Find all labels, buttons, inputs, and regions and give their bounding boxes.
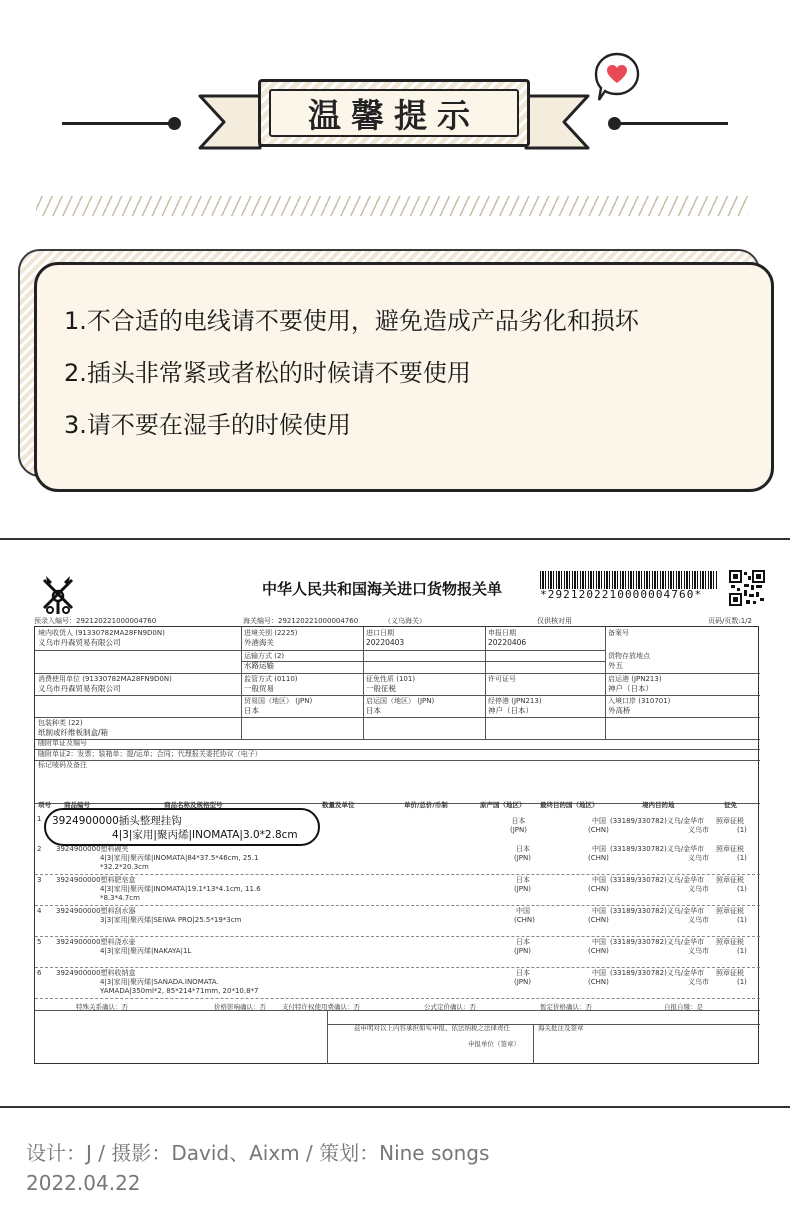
right-ribbon-fold: [524, 90, 590, 154]
user-cell: 消费使用单位 (91330782MA28FN9D0N) 义乌市丹森贸易有限公司: [38, 675, 172, 693]
header: [0, 0, 790, 230]
col-price: 单价/总价/币制: [404, 801, 448, 809]
origin-country-cell: 启运国（地区） (JPN) 日本: [366, 697, 435, 715]
import-date-cell: 进口日期 20220403: [366, 629, 405, 647]
col-hs-code: 商品编号: [64, 801, 90, 809]
item-2-code-name: 3924900000塑料碗夹: [56, 845, 129, 853]
section-divider-top: [0, 538, 790, 540]
row-3-levy-code: (1): [737, 885, 747, 893]
declare-date-cell: 申报日期 20220406: [488, 629, 527, 647]
decorative-stripe-band: [36, 196, 748, 216]
col-levy: 征免: [724, 801, 737, 809]
row-6-levy: 照章征税: [716, 969, 744, 977]
stop-port-cell: 经停港 (JPN213) 神户（日本）: [488, 697, 542, 715]
row-6-dest-country: 中国: [592, 969, 606, 977]
item-1-no: 1: [37, 815, 42, 823]
trade-country-cell: 贸易国（地区） (JPN) 日本: [244, 697, 313, 715]
item-3-origin: 日本: [516, 876, 530, 884]
item-5-origin-code: (JPN): [514, 947, 531, 955]
row-5-dest-code: (CHN): [588, 947, 609, 955]
item-1-origin: 日本 (JPN): [510, 817, 527, 834]
barcode: [540, 571, 718, 589]
row-5-dest-city: 义乌市: [688, 947, 709, 955]
item-4-spec: 3|3|家用|聚丙烯|SEIWA PRO|25.5*19*3cm: [100, 916, 242, 924]
row-2-dest-country: 中国: [592, 845, 606, 853]
col-origin: 原产国（地区）: [480, 801, 526, 809]
marks-label: 标记唛码及备注: [38, 761, 87, 769]
item-3-origin-code: (JPN): [514, 885, 531, 893]
row-2-levy-code: (1): [737, 854, 747, 862]
form-title: 中华人民共和国海关进口货物报关单: [262, 580, 503, 598]
customs-remark: 海关批注及签章: [538, 1024, 584, 1032]
row-4-levy-code: (1): [737, 916, 747, 924]
heart-bubble-icon: [592, 50, 642, 106]
row-5-dest-country: 中国: [592, 938, 606, 946]
formula-price: 公式定价确认：否: [424, 1003, 476, 1011]
item-2-origin: 日本: [516, 845, 530, 853]
row-5-dest-place: (33189/330782)义乌/金华市: [610, 938, 705, 946]
row-2-dest-code: (CHN): [588, 854, 609, 862]
item-3-spec: 4|3|家用|聚丙烯|INOMATA|19.1*13*4.1cm, 11.6: [100, 885, 261, 893]
customs-declaration-form: [32, 566, 764, 1066]
tip-1: 1.不合适的电线请不要使用，避免造成产品劣化和损坏: [64, 307, 639, 335]
package-cell: 包装种类 (22) 纸制或纤维板制盒/箱: [38, 719, 109, 737]
credits-line: 设计：J / 摄影：David、Aixm / 策划：Nine songs: [26, 1141, 490, 1165]
barcode-number: *2921202210000004760*: [540, 588, 703, 601]
item-5-spec: 4|3|家用|聚丙烯|NAKAYA|1L: [100, 947, 192, 955]
license-cell: 许可证号: [488, 675, 516, 683]
row-5-levy-code: (1): [737, 947, 747, 955]
levy-cell: 征免性质 (101) 一般征税: [366, 675, 416, 693]
title-plate: [258, 79, 530, 147]
item-6-spec: 4|3|家用|聚丙烯|SANADA.INOMATA.: [100, 978, 219, 986]
row-3-dest-city: 义乌市: [688, 885, 709, 893]
row-2-levy: 照章征税: [716, 845, 744, 853]
row-4-dest-country: 中国: [592, 907, 606, 915]
item-3-code-name: 3924900000塑料肥皂盒: [56, 876, 136, 884]
item-5-no: 5: [37, 938, 42, 946]
row-6-dest-place: (33189/330782)义乌/金华市: [610, 969, 705, 977]
row-4-levy: 照章征税: [716, 907, 744, 915]
credits: [26, 1138, 489, 1198]
transport-cell: 运输方式 (2) 水路运输: [244, 652, 285, 670]
customs-number: 海关编号：292120221000004760: [243, 617, 359, 625]
tip-2: 2.插头非常紧或者松的时候请不要使用: [64, 359, 471, 387]
item-4-code-name: 3924900000塑料刮水器: [56, 907, 136, 915]
item-6-origin-code: (JPN): [514, 978, 531, 986]
item-5-origin: 日本: [516, 938, 530, 946]
col-quantity: 数量及单位: [322, 801, 355, 809]
supervision-cell: 监管方式 (0110) 一般贸易: [244, 675, 298, 693]
tip-3: 3.请不要在湿手的时候使用: [64, 411, 351, 439]
customs-emblem-icon: [38, 572, 78, 616]
col-domestic-dest: 境内目的地: [642, 801, 675, 809]
verify-note: 仅供核对用: [537, 617, 572, 625]
item-4-origin-code: (CHN): [514, 916, 535, 924]
row-3-dest-code: (CHN): [588, 885, 609, 893]
self-pay: 自报自缴：是: [664, 1003, 703, 1011]
col-goods-name: 商品名称及规格型号: [164, 801, 223, 809]
header-right-line: [616, 122, 728, 125]
highlight-circle: [44, 808, 320, 846]
row-4-dest-code: (CHN): [588, 916, 609, 924]
row-1-levy-code: (1): [737, 826, 747, 834]
row-4-dest-place: (33189/330782)义乌/金华市: [610, 907, 705, 915]
item-2-spec: 4|3|家用|聚丙烯|INOMATA|84*37.5*46cm, 25.1: [100, 854, 259, 862]
consignee-cell: 境内收货人 (91330782MA28FN9D0N) 义乌市丹森贸易有限公司: [38, 629, 165, 647]
section-divider-bottom: [0, 1106, 790, 1108]
pre-entry-number: 预录入编号：292120221000004760: [34, 617, 157, 625]
item-6-code-name: 3924900000塑料收纳盒: [56, 969, 136, 977]
row-5-levy: 照章征税: [716, 938, 744, 946]
record-cell: 备案号: [608, 629, 629, 637]
credits-date: 2022.04.22: [26, 1171, 141, 1195]
item-5-code-name: 3924900000塑料浇水壶: [56, 938, 136, 946]
depart-port-cell: 启运港 (JPN213) 神户（日本）: [608, 675, 662, 693]
header-left-dot: [168, 117, 181, 130]
entry-gate-cell: 入境口岸 (310701) 外高桥: [608, 697, 671, 715]
item-4-no: 4: [37, 907, 42, 915]
col-destination: 最终目的国（地区）: [540, 801, 599, 809]
row-2-dest-city: 义乌市: [688, 854, 709, 862]
item-3-no: 3: [37, 876, 42, 884]
item-6-no: 6: [37, 969, 42, 977]
row-1-dest-city: 义乌市: [688, 826, 709, 834]
docs-label: 随附单证及编号: [38, 739, 87, 747]
special-relation: 特殊关系确认：否: [76, 1003, 128, 1011]
royalty-confirm: 支付特许权使用费确认：否: [282, 1003, 360, 1011]
tip-box: [34, 262, 774, 492]
item-1-goods: 3924900000插头整理挂钩 4|3|家用|聚丙烯|INOMATA|3.0*2.8cm: [52, 815, 298, 841]
docs-value: 随附单证2：发票；装箱单；提/运单；合同；代理报关委托协议（电子）: [38, 750, 262, 758]
price-impact: 价格影响确认：否: [214, 1003, 266, 1011]
item-2-origin-code: (JPN): [514, 854, 531, 862]
item-2-spec-cont: *32.2*20.3cm: [100, 863, 149, 871]
row-1-dest-place: (33189/330782)义乌/金华市: [610, 817, 705, 825]
page-title: 温馨提示: [269, 89, 519, 137]
declare-unit: 申报单位（签章）: [468, 1040, 520, 1048]
declaration-text: 兹申明对以上内容承担如实申报、依法纳税之法律责任: [354, 1024, 510, 1032]
entry-port-cell: 进境关别 (2225) 外港海关: [244, 629, 298, 647]
row-1-dest-code: (CHN): [588, 826, 609, 834]
item-2-no: 2: [37, 845, 42, 853]
row-6-dest-code: (CHN): [588, 978, 609, 986]
item-6-origin: 日本: [516, 969, 530, 977]
row-1-dest-country: 中国: [592, 817, 606, 825]
left-ribbon-fold: [198, 90, 264, 154]
qr-code-icon: [729, 570, 765, 606]
row-1-levy: 照章征税: [716, 817, 744, 825]
provisional-price: 暂定价格确认：否: [540, 1003, 592, 1011]
item-4-origin: 中国: [516, 907, 530, 915]
storage-cell: 货物存放地点 外五: [608, 652, 650, 670]
row-6-dest-city: 义乌市: [688, 978, 709, 986]
row-2-dest-place: (33189/330782)义乌/金华市: [610, 845, 705, 853]
row-6-levy-code: (1): [737, 978, 747, 986]
page-count: 页码/页数:1/2: [708, 617, 752, 625]
header-left-line: [62, 122, 172, 125]
header-right-dot: [608, 117, 621, 130]
item-3-spec-cont: *8.3*4.7cm: [100, 894, 140, 902]
row-3-levy: 照章征税: [716, 876, 744, 884]
row-3-dest-place: (33189/330782)义乌/金华市: [610, 876, 705, 884]
item-6-spec-cont: YAMADA|350ml*2, 85*214*71mm, 20*10.8*7: [100, 987, 259, 995]
row-3-dest-country: 中国: [592, 876, 606, 884]
col-item-no: 项号: [38, 801, 51, 809]
customs-name: （义乌海关）: [384, 617, 426, 625]
row-4-dest-city: 义乌市: [688, 916, 709, 924]
